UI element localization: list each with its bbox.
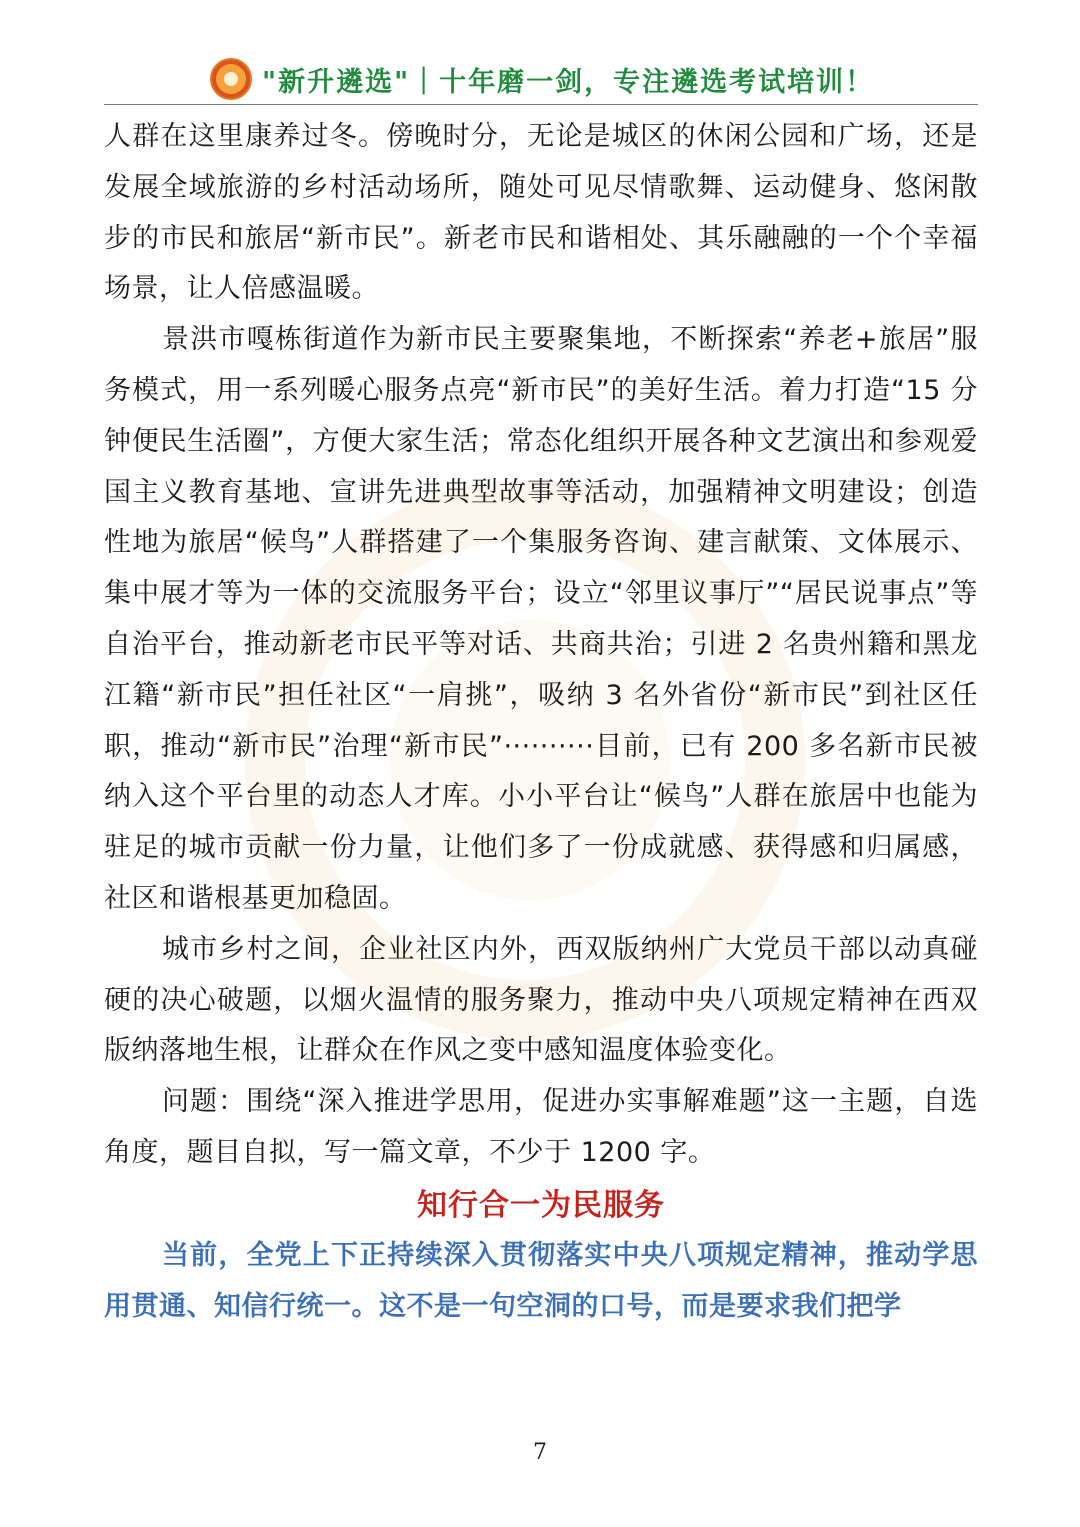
page-header <box>210 56 910 102</box>
paragraph-conclusion: 城市乡村之间，企业社区内外，西双版纳州广大党员干部以动真碰硬的决心破题，以烟火温情的服务聚力，推动中央八项规定精神在西双版纳落地生根，让群众在作风之变中感知温度体验变化。 <box>104 933 978 1067</box>
question-prompt: 问题：围绕“深入推进学思用，促进办实事解难题”这一主题，自选角度，题目自拟，写一篇文章，不少于 1200 字。 <box>104 1086 978 1168</box>
page-number: 7 <box>533 1440 547 1465</box>
header-slogan: "新升遴选"｜十年磨一剑，专注遴选考试培训！ <box>262 66 875 98</box>
logo-center <box>224 72 238 86</box>
paragraph-jinghong: 景洪市嘎栋街道作为新市民主要聚集地，不断探索“养老+旅居”服务模式，用一系列暖心服务点亮“新市民”的美好生活。着力打造“15 分钟便民生活圈”，方便大家生活；常态化组织开展各种文艺演出和参观爱国主义教育基地、宣讲先进典型故事等活动，加强精神文明建设；创造性地为旅居“候鸟”人群搭建了一个集服务咨询、建言献策、文体展示、集中展才等为一体的交流服务平台；设立“邻里议事厅”“居民说事点”等自治平台，推动新老市民平等对话、共商共治；引进 2 名贵州籍和黑龙江籍“新市民”担任社区“一肩挑”，吸纳 3 名外省份“新市民”到社区任职，推动“新市民”治理“新市民”··········目前，已有 200 多名新市民被纳入这个平台里的动态人才库。小小平台让“候鸟”人群在旅居中也能为驻足的城市贡献一份力量，让他们多了一份成就感、获得感和归属感，社区和谐根基更加稳固。 <box>104 324 978 914</box>
essay-intro: 当前，全党上下正持续深入贯彻落实中央八项规定精神，推动学思用贯通、知信行统一。这不是一句空洞的口号，而是要求我们把学 <box>104 1239 978 1322</box>
header-divider <box>104 104 978 105</box>
paragraph-continued: 人群在这里康养过冬。傍晚时分，无论是城区的休闲公园和广场，还是发展全域旅游的乡村活动场所，随处可见尽情歌舞、运动健身、悠闲散步的市民和旅居“新市民”。新老市民和谐相处、其乐融融的一个个幸福场景，让人倍感温暖。 <box>104 121 978 305</box>
essay-title: 知行合一为民服务 <box>417 1187 665 1223</box>
institution-logo-icon <box>210 58 252 100</box>
document-body <box>104 112 978 1332</box>
